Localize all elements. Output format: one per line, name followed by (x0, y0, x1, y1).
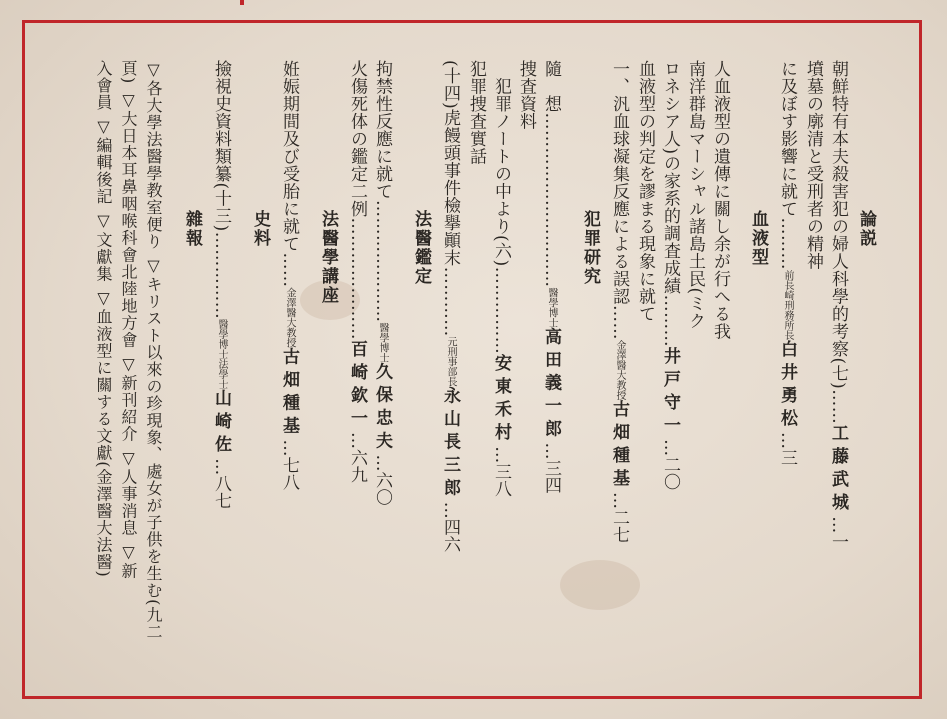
toc-entry-4-cont: 一、汎血球凝集反應による誤認……金澤醫大教授古畑種基…二七 (609, 60, 629, 543)
table-of-contents (56, 60, 882, 660)
toc-entry-3-cont: 南洋群島マーシャル諸島土民(ミク (685, 60, 705, 330)
section-heading-kantei: 法醫鑑定 (411, 210, 431, 286)
toc-entry-3-cont2: ロネシア人)の家系的調査成績………井戸守一…二〇 (660, 60, 680, 491)
toc-entry-11: 撿視史資料類纂(十三)……………醫學博士法學士山崎佐…八七 (211, 60, 231, 510)
toc-entry-2-cont: に及ぼす影響に就て………前長崎刑務所長白井勇松…三 (777, 60, 797, 466)
section-heading-ketsuekigata: 血液型 (748, 210, 768, 267)
corner-mark (240, 0, 244, 5)
section-heading-zappo: 雜報 (182, 210, 202, 248)
toc-entry-6: 捜査資料 (516, 60, 536, 130)
toc-entry-5: 隨 想…………………………醫學博士高田義一郎…三四 (541, 60, 561, 494)
toc-entry-3: 人血液型の遺傳に關し余が行へる我 (710, 60, 730, 340)
toc-entry-7-cont: (十四)虎饅頭事件檢擧顚末…………元刑事部長永山長三郎…四六 (440, 60, 460, 553)
toc-entry-1: 朝鮮特有本夫殺害犯の婦人科學的考察(七)……工藤武城…一 (828, 60, 848, 551)
toc-entry-6-cont: 犯罪ノートの中より(六)……………安東禾村…三八 (491, 77, 511, 498)
toc-entry-9: 火傷死体の鑑定二例…………………百崎欽一…六九 (347, 60, 367, 483)
section-heading-hanzai: 犯罪研究 (580, 210, 600, 286)
misc-line-3: 入會員 ▽編輯後記 ▽文獻集 ▽血液型に關する文獻(金澤醫大法醫) (94, 60, 113, 578)
section-heading-shiryo: 史料 (250, 210, 270, 248)
toc-entry-10: 姙娠期間及び受胎に就て……金澤醫大教授古畑種基…七八 (279, 60, 299, 491)
section-heading-koza: 法醫學講座 (318, 210, 338, 305)
toc-entry-4: 血液型の判定を謬まる現象に就て (635, 60, 655, 323)
toc-entry-2: 墳墓の廓清と受刑者の精神 (803, 60, 823, 270)
section-heading-ronsetsu: 論説 (856, 210, 876, 248)
toc-entry-8: 拘禁性反應に就て…………………醫學博士久保忠夫…六〇 (372, 60, 392, 506)
misc-line-1: ▽各大學法醫學教室便り ▽キリスト以來の珍現象、處女が子供を生む(九二 (144, 60, 163, 641)
misc-line-2: 頁) ▽大日本耳鼻咽喉科會北陸地方會 ▽新刊紹介 ▽人事消息 ▽新 (119, 60, 138, 580)
toc-entry-7: 犯罪捜査實話 (466, 60, 486, 165)
